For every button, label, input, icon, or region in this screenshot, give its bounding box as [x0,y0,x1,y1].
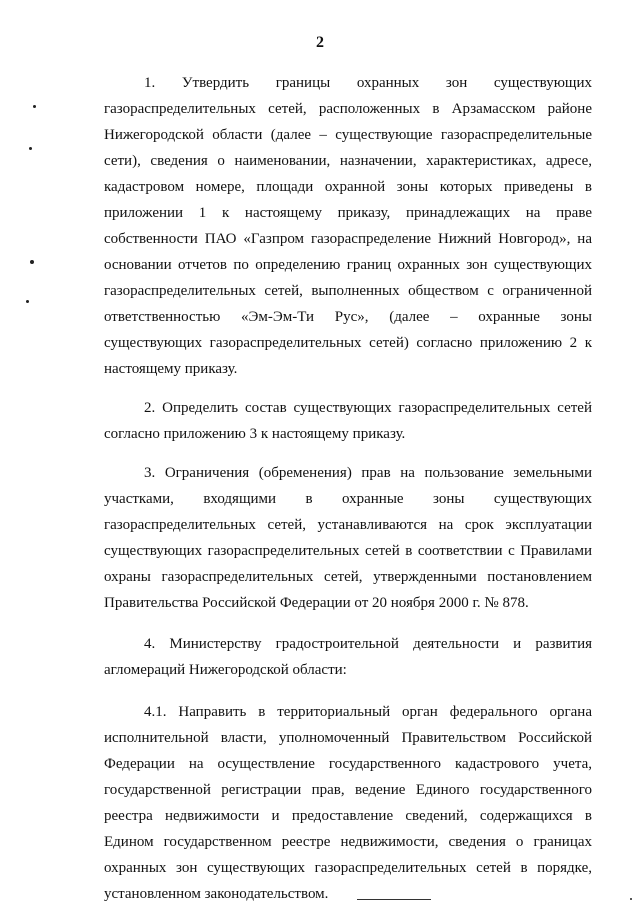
paragraph-4: 4. Министерству градостроительной деятельности и развития агломераций Нижегородской области: [104,636,592,678]
footer-rule [357,899,431,900]
page-number: 2 [316,34,324,51]
scan-speck [30,260,34,264]
document-body [104,70,592,907]
paragraph-1: 1. Утвердить границы охранных зон существующих газораспределительных сетей, расположенных в Арзамасском районе Нижегородской области (далее – существующие газораспределительные сети), сведения о наименовании, назначении, характеристиках, адресе, кадастровом номере, площади охранной зоны которых приведены в приложении 1 к настоящему приказу, принадлежащих на праве собственности ПАО «Газпром газораспределение Нижний Новгород», на основании отчетов по определению границ охранных зон существующих газораспределительных сетей, выполненных обществом с ограниченной ответственностью «Эм-Эм-Ти Рус», (далее – охранные зоны существующих газораспределительных сетей) согласно приложению 2 к настоящему приказу. [104,75,592,377]
scan-speck [26,300,29,303]
paragraph-4-1: 4.1. Направить в территориальный орган федерального органа исполнительной власти, уполномоченный Правительством Российской Федерации на осуществление государственного кадастрового учета, государственной регистрации прав, ведение Единого государственного реестра недвижимости и предоставление сведений, содержащихся в Едином государственном реестре недвижимости, сведения о границах охранных зон существующих газораспределительных сетей в порядке, установленном законодательством. [104,704,592,902]
paragraph-2: 2. Определить состав существующих газораспределительных сетей согласно приложению 3 к настоящему приказу. [104,400,592,442]
scan-speck [29,147,32,150]
scan-speck [33,105,36,108]
scan-speck [630,898,632,900]
paragraph-3: 3. Ограничения (обременения) прав на пользование земельными участками, входящими в охранные зоны существующих газораспределительных сетей, устанавливаются на срок эксплуатации существующих газораспределительных сетей в соответствии с Правилами охраны газораспределительных сетей, утвержденными постановлением Правительства Российской Федерации от 20 ноября 2000 г. № 878. [104,465,592,611]
